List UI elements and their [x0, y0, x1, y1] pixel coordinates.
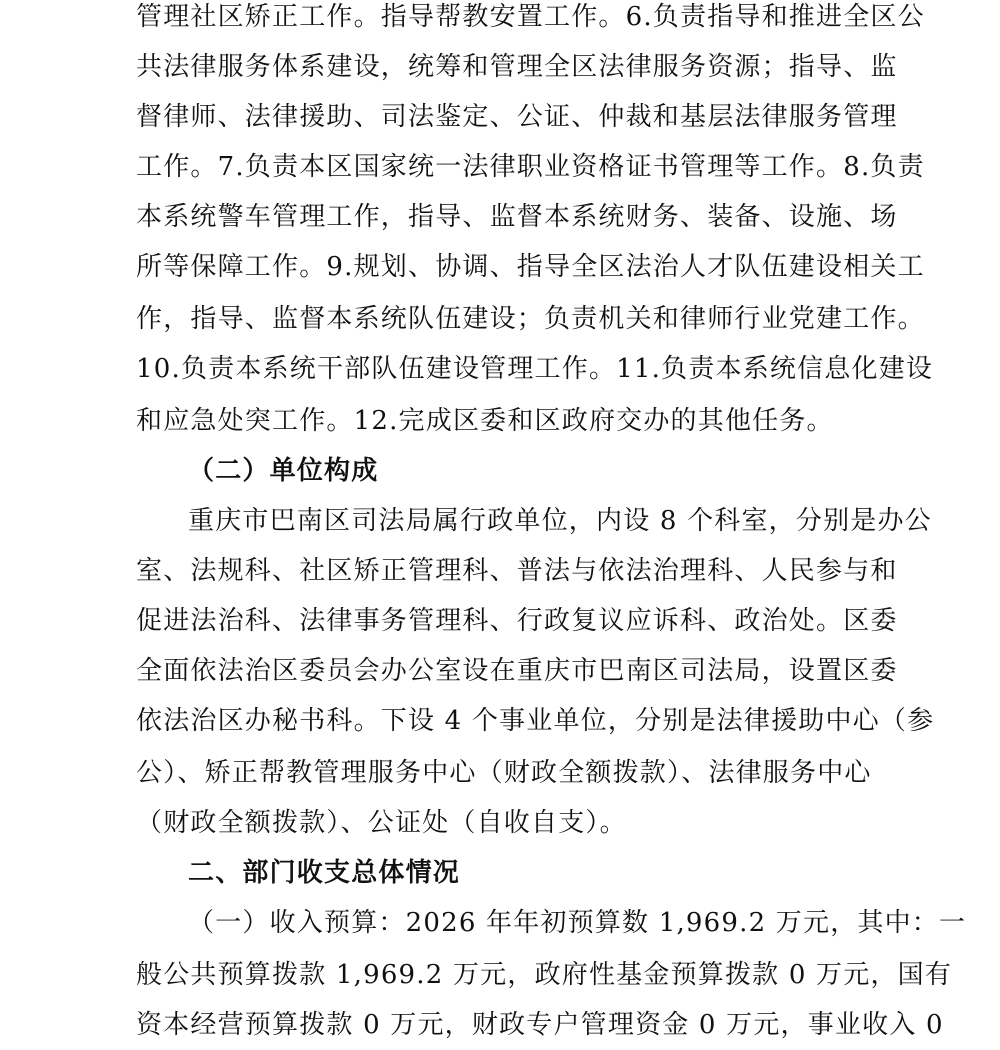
body-text-line: 所等保障工作。9.规划、协调、指导全区法治人才队伍建设相关工	[136, 252, 925, 282]
body-text-line: 公）、矫正帮教管理服务中心（财政全额拨款）、法律服务中心	[136, 758, 872, 788]
body-text-line: 室、法规科、社区矫正管理科、普法与依法治理科、人民参与和	[136, 556, 898, 586]
body-text-line: 作，指导、监督本系统队伍建设；负责机关和律师行业党建工作。	[136, 304, 925, 334]
body-text-line: （财政全额拨款）、公证处（自收自支）。	[136, 808, 627, 838]
body-text-line: 资本经营预算拨款 0 万元，财政专户管理资金 0 万元，事业收入 0	[136, 1010, 944, 1040]
body-text-line: （一）收入预算：2026 年年初预算数 1,969.2 万元，其中：一	[188, 908, 967, 938]
body-text-line: 促进法治科、法律事务管理科、行政复议应诉科、政治处。区委	[136, 606, 898, 636]
body-text-line: 全面依法治区委员会办公室设在重庆市巴南区司法局，设置区委	[136, 656, 898, 686]
body-text-line: 依法治区办秘书科。下设 4 个事业单位，分别是法律援助中心（参	[136, 706, 935, 736]
body-text-line: 督律师、法律援助、司法鉴定、公证、仲裁和基层法律服务管理	[136, 102, 898, 132]
body-text-line: 本系统警车管理工作，指导、监督本系统财务、装备、设施、场	[136, 202, 898, 232]
body-text-line: 管理社区矫正工作。指导帮教安置工作。6.负责指导和推进全区公	[136, 2, 925, 32]
body-text-line: 共法律服务体系建设，统筹和管理全区法律服务资源；指导、监	[136, 52, 898, 82]
section-subheading: （二）单位构成	[188, 456, 379, 486]
section-heading: 二、部门收支总体情况	[188, 858, 461, 888]
body-text-line: 工作。7.负责本区国家统一法律职业资格证书管理等工作。8.负责	[136, 152, 925, 182]
body-text-line: 和应急处突工作。12.完成区委和区政府交办的其他任务。	[136, 406, 834, 436]
body-text-line: 10.负责本系统干部队伍建设管理工作。11.负责本系统信息化建设	[136, 354, 934, 384]
body-text-line: 般公共预算拨款 1,969.2 万元，政府性基金预算拨款 0 万元，国有	[136, 960, 953, 990]
body-text-line: 重庆市巴南区司法局属行政单位，内设 8 个科室，分别是办公	[188, 506, 932, 536]
